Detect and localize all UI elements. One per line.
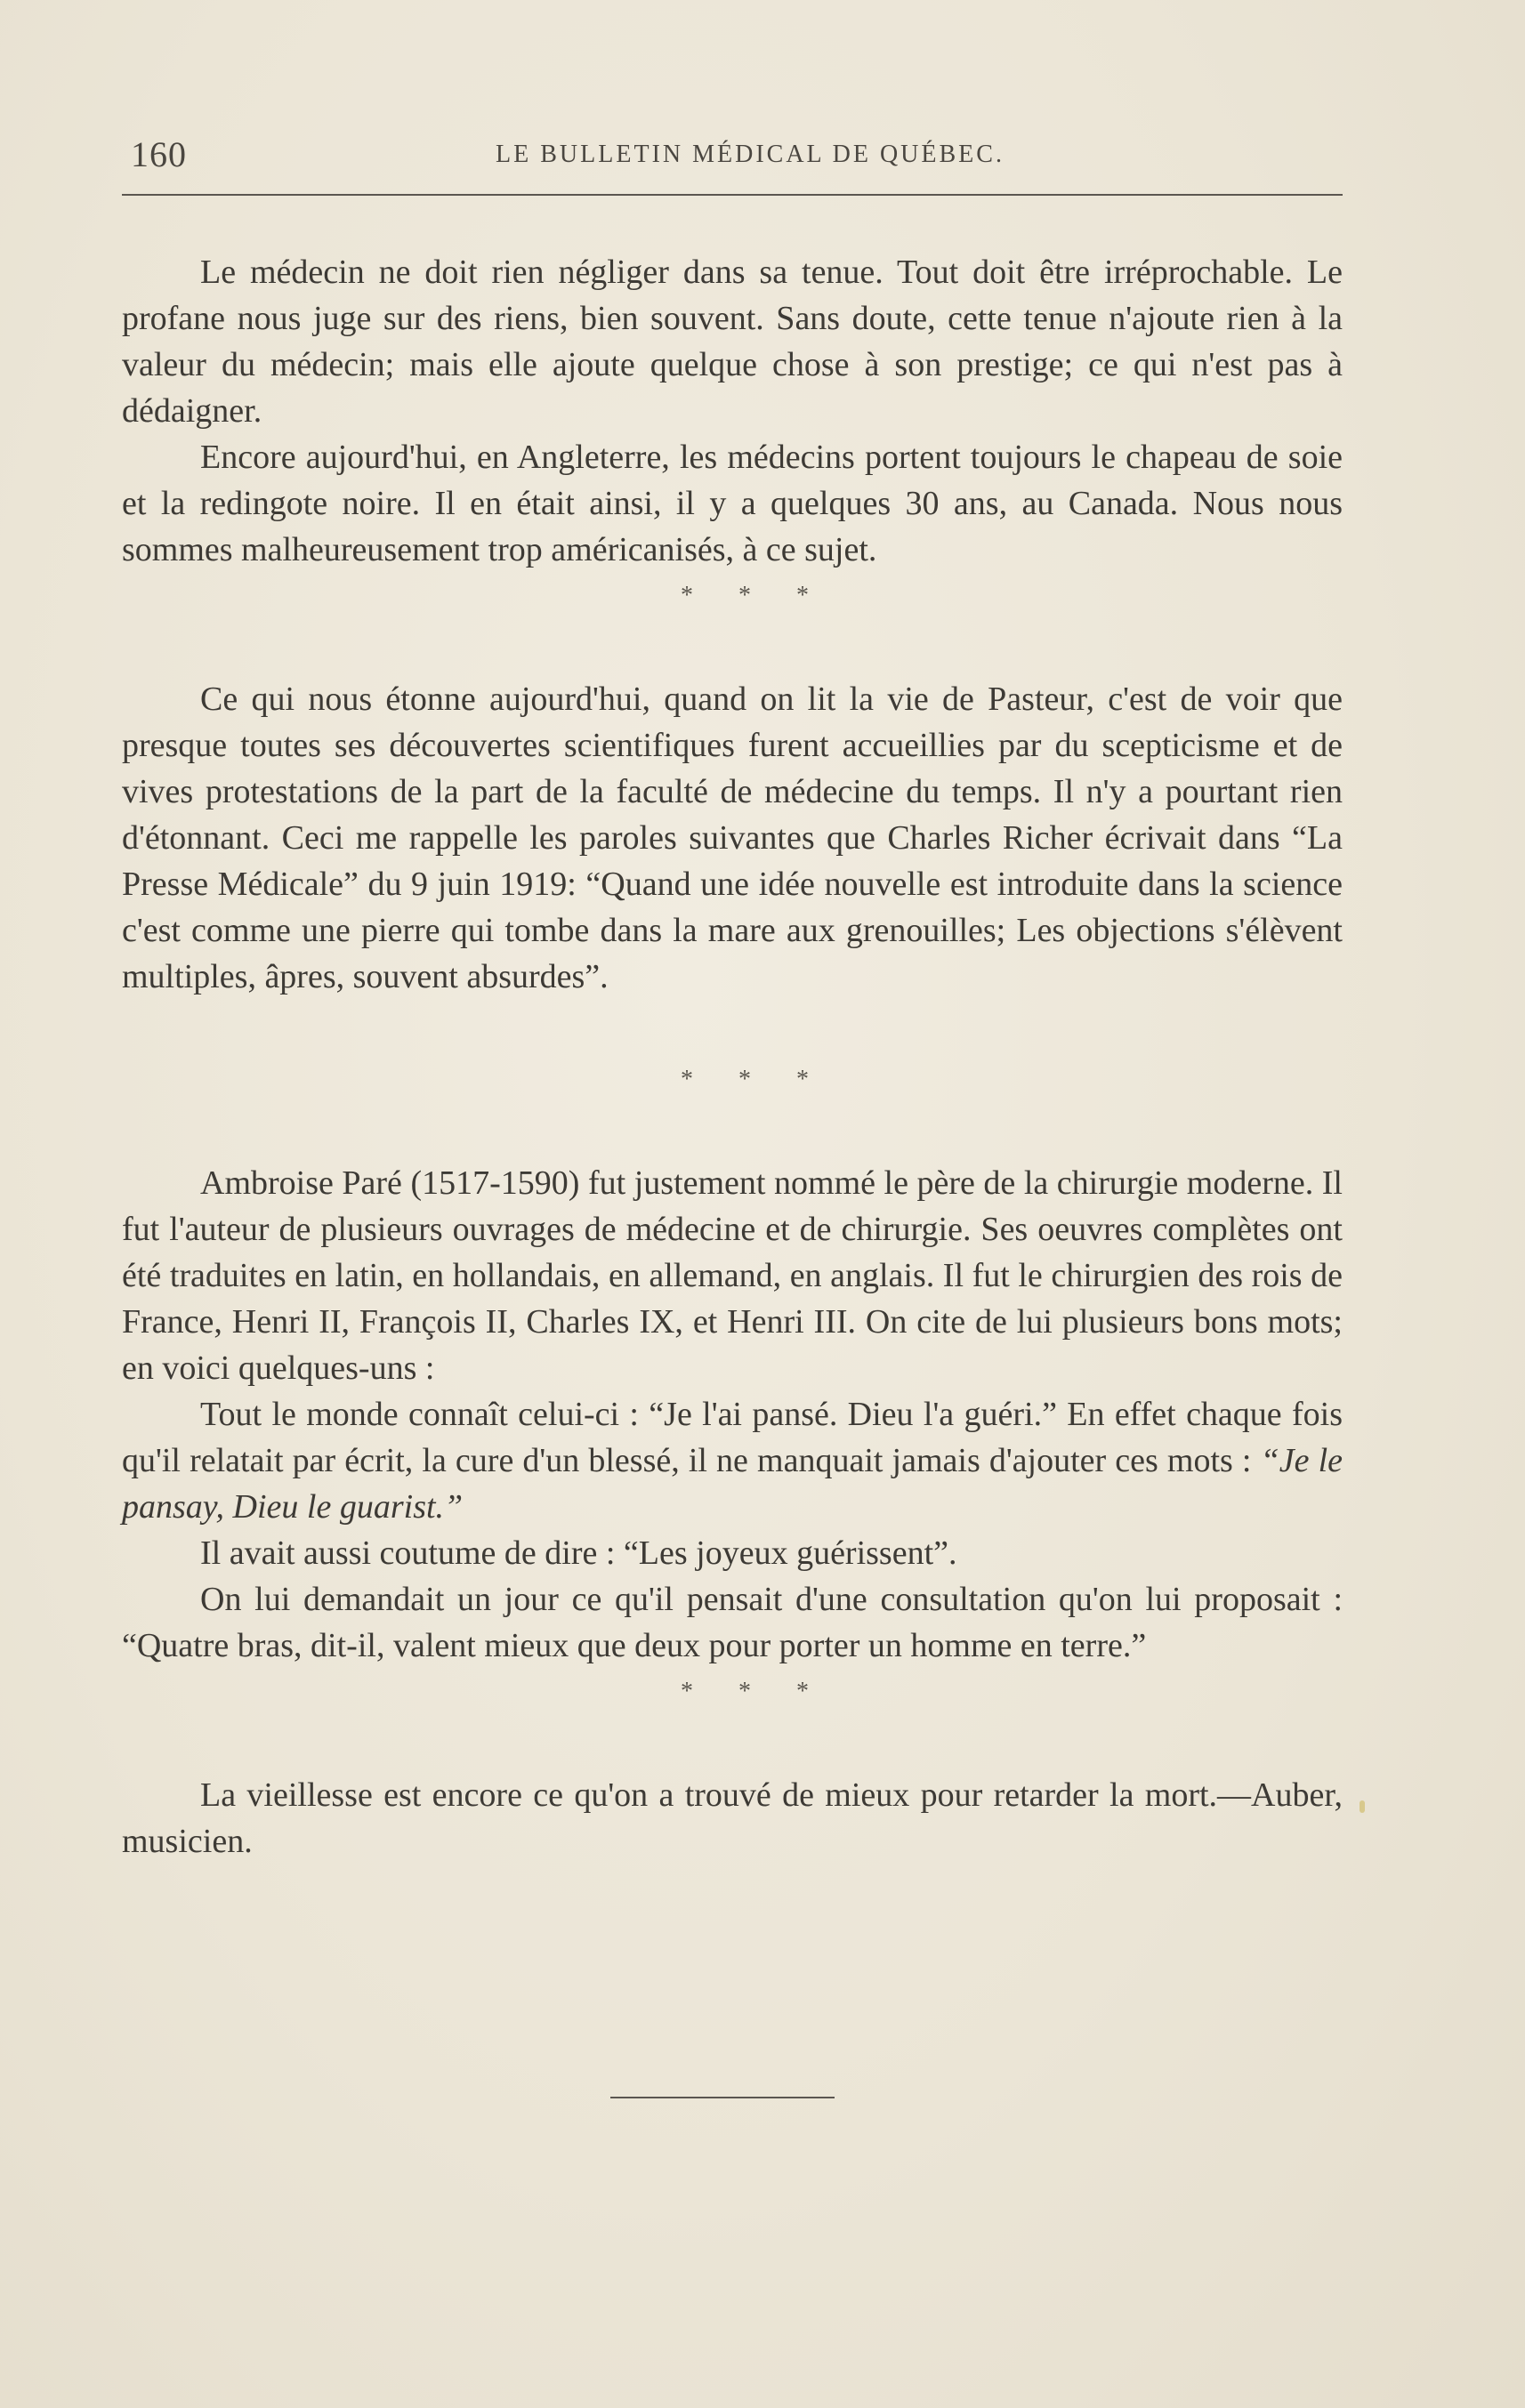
article-body <box>122 249 1343 1864</box>
running-head: LE BULLETIN MÉDICAL DE QUÉBEC. <box>496 141 1005 168</box>
paper-fleck <box>1360 1800 1365 1813</box>
paragraph-panse <box>122 1391 1343 1530</box>
section-separator: * * * <box>681 1066 828 1093</box>
spacer <box>122 1103 1343 1160</box>
section-separator: * * * <box>681 582 828 609</box>
paragraph-panse-text: Tout le monde connaît celui-ci : “Je l'ai pansé. Dieu l'a guéri.” En effet chaque fois qu'il relatait par écrit, la cure d'un blessé, il ne manquait jamais d'ajouter ces mots : <box>122 1396 1343 1479</box>
paragraph-consultation: On lui demandait un jour ce qu'il pensait d'une consultation qu'on lui proposait : “Quatre bras, dit-il, valent mieux que deux pour porter un homme en terre.” <box>122 1581 1343 1664</box>
spacer <box>122 1715 1343 1772</box>
section-separator: * * * <box>681 1678 828 1705</box>
paragraph-tenue: Le médecin ne doit rien négliger dans sa tenue. Tout doit être irréprochable. Le profane nous juge sur des riens, bien souvent. Sans doute, cette tenue n'ajoute rien à la valeur du médecin; mais elle ajoute quelque chose à son prestige; ce qui n'est pas à dédaigner. <box>122 254 1343 430</box>
paragraph-pasteur: Ce qui nous étonne aujourd'hui, quand on lit la vie de Pasteur, c'est de voir que presque toutes ses découvertes scientifiques furent accueillies par du scepticisme et de vives protestations de la part de la faculté de médecine du temps. Il n'y a pourtant rien d'étonnant. Ceci me rappelle les paroles suivantes que Charles Richer écrivait dans “La Presse Médicale” du 9 juin 1919: “Quand une idée nouvelle est introduite dans la science c'est comme une pierre qui tombe dans la mare aux grenouilles; Les objections s'élèvent multiples, âpres, souvent absurdes”. <box>122 681 1343 995</box>
paragraph-vieillesse: La vieillesse est encore ce qu'on a trouvé de mieux pour retarder la mort.—Auber, musicien. <box>122 1776 1343 1860</box>
paragraph-pare: Ambroise Paré (1517-1590) fut justement nommé le père de la chirurgie moderne. Il fut l'auteur de plusieurs ouvrages de médecine et de chirurgie. Ses oeuvres complètes ont été traduites en latin, en hollandais, en allemand, en anglais. Il fut le chirurgien des rois de France, Henri II, François II, Charles IX, et Henri III. On cite de lui plusieurs bons mots; en voici quelques-uns : <box>122 1164 1343 1387</box>
page-number: 160 <box>131 134 187 174</box>
header-rule <box>122 194 1343 196</box>
end-rule <box>610 2097 835 2098</box>
page-header <box>122 133 1343 187</box>
spacer <box>122 619 1343 676</box>
paragraph-angleterre: Encore aujourd'hui, en Angleterre, les médecins portent toujours le chapeau de soie et la redingote noire. Il en était ainsi, il y a quelques 30 ans, au Canada. Nous nous sommes malheureusement trop américanisés, à ce sujet. <box>122 439 1343 568</box>
paragraph-panse-quote: “Je le pansay, Dieu le guarist.” <box>122 1442 1343 1526</box>
spacer <box>122 1000 1343 1057</box>
paragraph-joyeux: Il avait aussi coutume de dire : “Les joyeux guérissent”. <box>200 1534 957 1572</box>
